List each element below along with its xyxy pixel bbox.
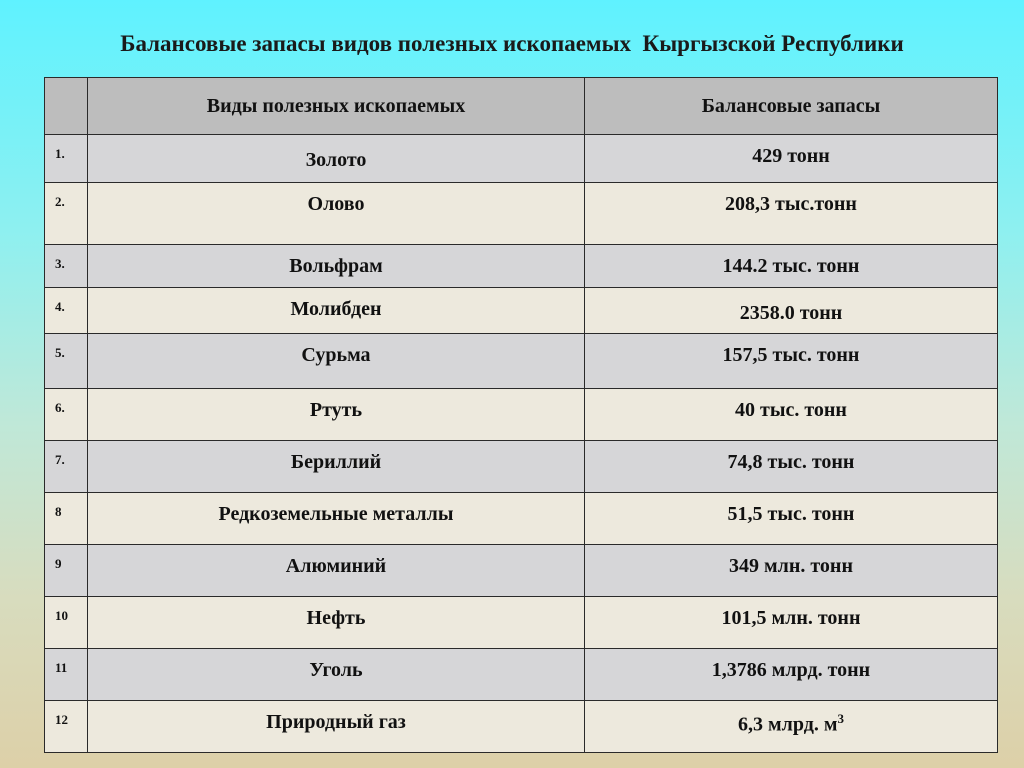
row-reserve: 208,3 тыс.тонн: [585, 183, 998, 245]
table-row: [45, 245, 998, 288]
row-mineral: Нефть: [88, 597, 585, 649]
unit-superscript: 3: [837, 711, 844, 726]
row-mineral: Бериллий: [88, 441, 585, 493]
table-row: [45, 334, 998, 389]
row-mineral: Олово: [88, 183, 585, 245]
row-reserve: 101,5 млн. тонн: [585, 597, 998, 649]
row-reserve: 349 млн. тонн: [585, 545, 998, 597]
table-row: [45, 183, 998, 245]
table-row: [45, 288, 998, 334]
row-mineral: Редкоземельные металлы: [88, 493, 585, 545]
row-mineral: Золото: [88, 135, 585, 183]
table-header-row: [45, 78, 998, 135]
row-num: 12: [45, 701, 88, 753]
row-mineral: Молибден: [88, 288, 585, 334]
row-num: 5.: [45, 334, 88, 389]
table-row: [45, 597, 998, 649]
row-num: 8: [45, 493, 88, 545]
reserves-table: [44, 77, 998, 753]
table-row: [45, 389, 998, 441]
row-num: 10: [45, 597, 88, 649]
table-row: [45, 649, 998, 701]
row-reserve: 429 тонн: [585, 135, 998, 183]
row-reserve: 74,8 тыс. тонн: [585, 441, 998, 493]
row-mineral: Алюминий: [88, 545, 585, 597]
reserve-value: 6,3 млрд. м: [738, 713, 838, 736]
row-mineral: Вольфрам: [88, 245, 585, 288]
row-reserve: 2358.0 тонн: [585, 288, 998, 334]
row-reserve: [585, 701, 998, 753]
header-num: [45, 78, 88, 135]
table-row: [45, 701, 998, 753]
page-title: Балансовые запасы видов полезных ископаемых Кыргызской Республики: [120, 31, 904, 56]
header-reserve: Балансовые запасы: [585, 78, 998, 135]
table-row: [45, 135, 998, 183]
row-num: 3.: [45, 245, 88, 288]
row-mineral: Уголь: [88, 649, 585, 701]
row-num: 4.: [45, 288, 88, 334]
row-num: 11: [45, 649, 88, 701]
row-mineral: Природный газ: [88, 701, 585, 753]
header-mineral: Виды полезных ископаемых: [88, 78, 585, 135]
table-row: [45, 545, 998, 597]
table-row: [45, 441, 998, 493]
row-reserve: 1,3786 млрд. тонн: [585, 649, 998, 701]
row-num: 6.: [45, 389, 88, 441]
row-num: 1.: [45, 135, 88, 183]
row-reserve: 51,5 тыс. тонн: [585, 493, 998, 545]
row-reserve: 144.2 тыс. тонн: [585, 245, 998, 288]
row-num: 2.: [45, 183, 88, 245]
row-num: 7.: [45, 441, 88, 493]
row-reserve: 40 тыс. тонн: [585, 389, 998, 441]
row-num: 9: [45, 545, 88, 597]
table-row: [45, 493, 998, 545]
row-mineral: Ртуть: [88, 389, 585, 441]
row-reserve: 157,5 тыс. тонн: [585, 334, 998, 389]
row-mineral: Сурьма: [88, 334, 585, 389]
